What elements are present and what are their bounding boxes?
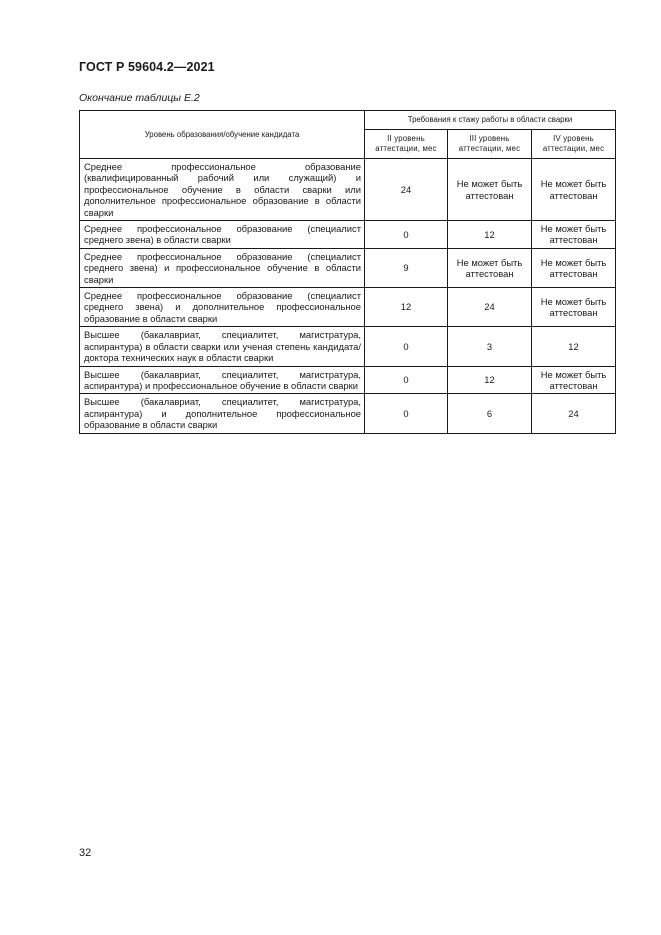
cell-level-3: 12 (448, 221, 532, 249)
table-row (80, 159, 616, 221)
column-header-level-4: IV уровень аттестации, мес (532, 130, 616, 159)
column-header-education: Уровень образования/обучение кандидата (80, 111, 365, 159)
cell-level-2: 24 (365, 159, 448, 221)
column-header-level-2: II уровень аттестации, мес (365, 130, 448, 159)
cell-level-4: Не может быть аттестован (532, 288, 616, 327)
cell-level-4: Не может быть аттестован (532, 366, 616, 394)
row-description: Среднее профессиональное образование (квалифицированный рабочий или служащий) и профессиональное обучение в области сварки или дополнительное профессиональное образование в области сварки (80, 159, 365, 221)
cell-level-3: Не может быть аттестован (448, 248, 532, 287)
cell-level-2: 0 (365, 394, 448, 433)
column-group-header: Требования к стажу работы в области сварки (365, 111, 616, 130)
cell-level-3: Не может быть аттестован (448, 159, 532, 221)
cell-level-2: 0 (365, 366, 448, 394)
cell-level-2: 12 (365, 288, 448, 327)
table-row (80, 366, 616, 394)
cell-level-3: 6 (448, 394, 532, 433)
document-header: ГОСТ Р 59604.2—2021 (79, 60, 215, 74)
table-caption: Окончание таблицы Е.2 (79, 92, 200, 104)
cell-level-2: 0 (365, 221, 448, 249)
cell-level-4: 24 (532, 394, 616, 433)
cell-level-4: 12 (532, 327, 616, 366)
cell-level-2: 9 (365, 248, 448, 287)
row-description: Среднее профессиональное образование (специалист среднего звена) и профессиональное обучение в области сварки (80, 248, 365, 287)
row-description: Высшее (бакалавриат, специалитет, магистратура, аспирантура) и профессиональное обучение в области сварки (80, 366, 365, 394)
table-row (80, 394, 616, 433)
table-row (80, 221, 616, 249)
cell-level-3: 12 (448, 366, 532, 394)
table-row (80, 248, 616, 287)
column-header-level-3: III уровень аттестации, мес (448, 130, 532, 159)
row-description: Среднее профессиональное образование (специалист среднего звена) и дополнительное профессиональное образование в области сварки (80, 288, 365, 327)
row-description: Среднее профессиональное образование (специалист среднего звена) в области сварки (80, 221, 365, 249)
table-row (80, 288, 616, 327)
cell-level-3: 3 (448, 327, 532, 366)
cell-level-4: Не может быть аттестован (532, 221, 616, 249)
table-row (80, 327, 616, 366)
page-number: 32 (79, 847, 92, 859)
requirements-table (79, 110, 616, 434)
cell-level-3: 24 (448, 288, 532, 327)
cell-level-4: Не может быть аттестован (532, 248, 616, 287)
cell-level-4: Не может быть аттестован (532, 159, 616, 221)
row-description: Высшее (бакалавриат, специалитет, магистратура, аспирантура) в области сварки или ученая степень кандидата/доктора технических наук в области сварки (80, 327, 365, 366)
row-description: Высшее (бакалавриат, специалитет, магистратура, аспирантура) и дополнительное профессиональное образование в области сварки (80, 394, 365, 433)
cell-level-2: 0 (365, 327, 448, 366)
